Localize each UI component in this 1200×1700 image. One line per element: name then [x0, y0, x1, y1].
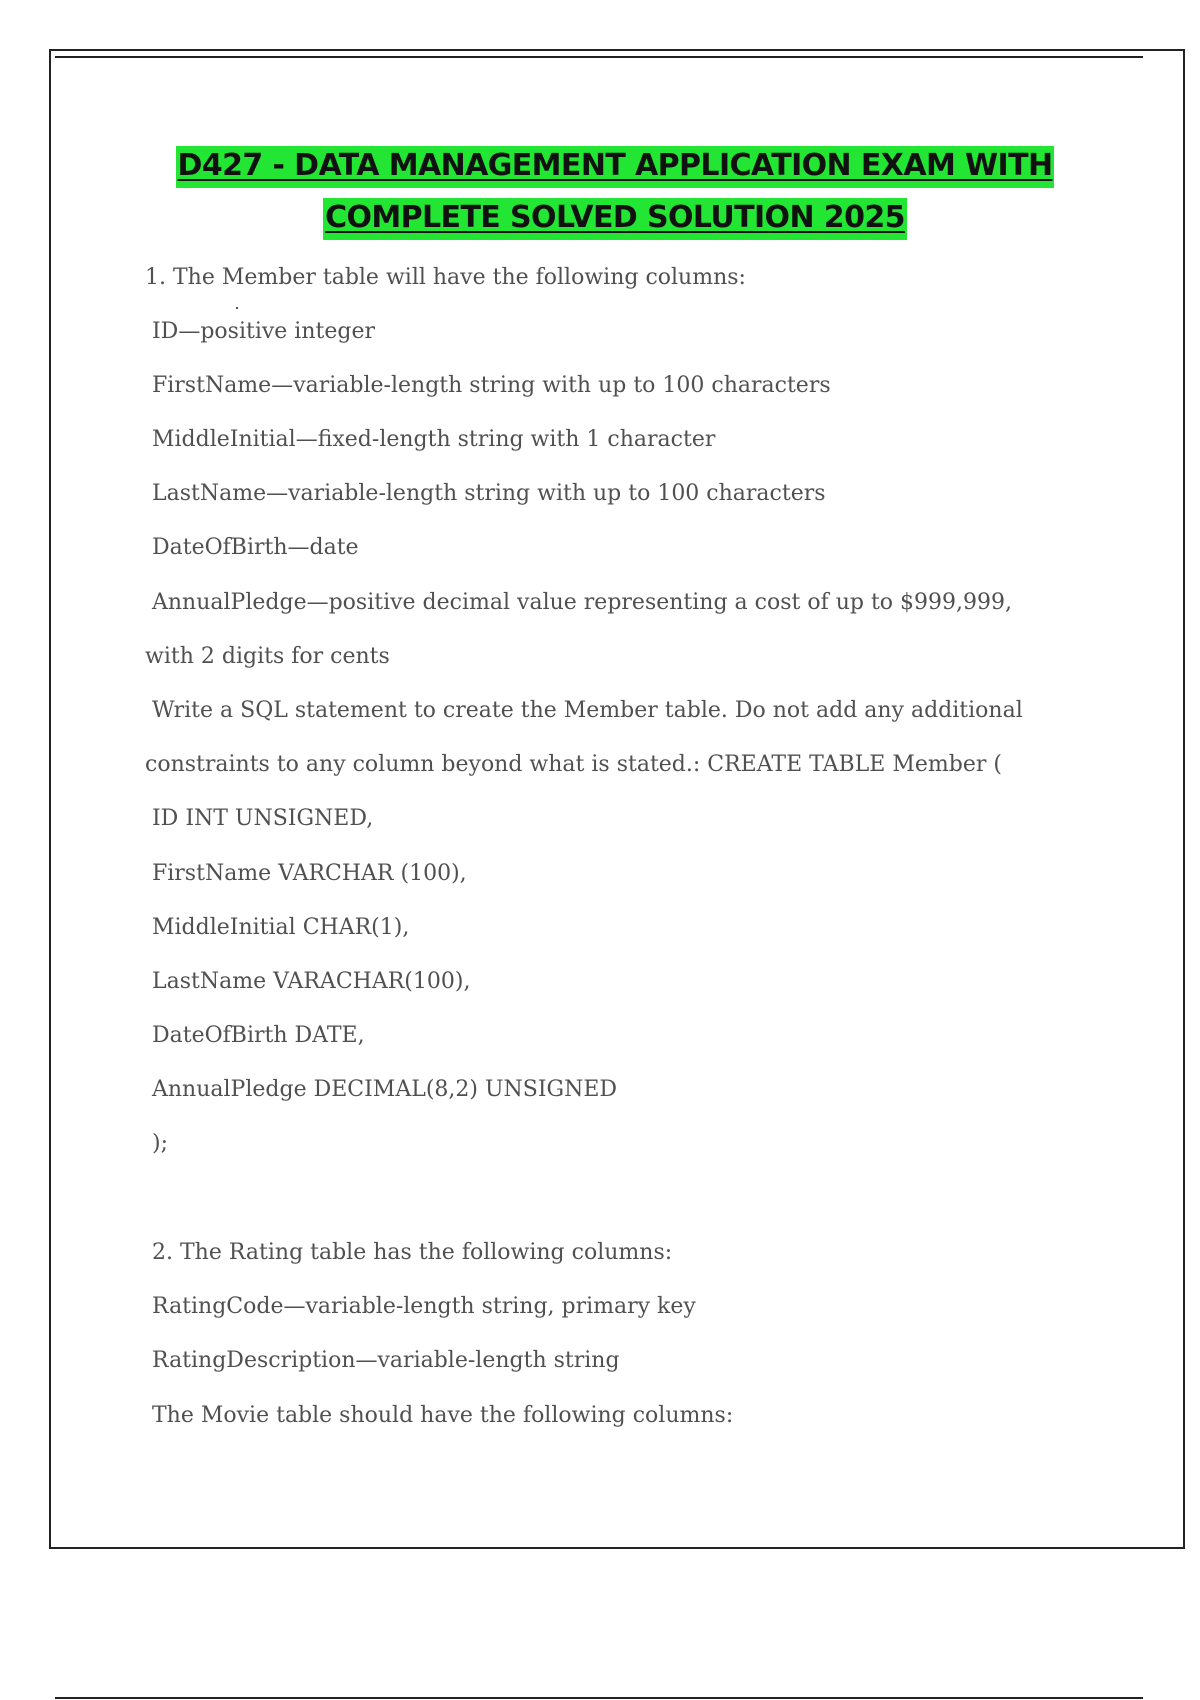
bottom-rule	[55, 1697, 1143, 1699]
code-line: MiddleInitial CHAR(1),	[145, 915, 410, 940]
text-line: RatingDescription—variable-length string	[145, 1348, 620, 1373]
code-line: LastName VARACHAR(100),	[145, 969, 471, 994]
text-line: LastName—variable-length string with up to 100 characters	[145, 481, 826, 506]
code-line: AnnualPledge DECIMAL(8,2) UNSIGNED	[145, 1077, 618, 1102]
text-line: FirstName—variable-length string with up to 100 characters	[145, 373, 831, 398]
text-line: AnnualPledge—positive decimal value representing a cost of up to $999,999,	[145, 590, 1013, 615]
document-title	[0, 146, 1200, 250]
question-1-heading: 1. The Member table will have the following columns:	[145, 265, 746, 290]
stray-mark	[236, 307, 238, 309]
text-line: ID—positive integer	[145, 319, 375, 344]
code-line: );	[145, 1131, 168, 1156]
text-line: constraints to any column beyond what is stated.: CREATE TABLE Member (	[145, 752, 1002, 777]
code-line: DateOfBirth DATE,	[145, 1023, 365, 1048]
text-line: MiddleInitial—fixed-length string with 1 character	[145, 427, 716, 452]
text-line: DateOfBirth—date	[145, 535, 359, 560]
text-line: The Movie table should have the following columns:	[145, 1403, 734, 1428]
text-line: Write a SQL statement to create the Member table. Do not add any additional	[145, 698, 1023, 723]
text-line: RatingCode—variable-length string, primary key	[145, 1294, 696, 1319]
top-rule	[55, 56, 1143, 58]
title-line-1: D427 - DATA MANAGEMENT APPLICATION EXAM WITH	[176, 146, 1055, 188]
text-line: with 2 digits for cents	[145, 644, 390, 669]
title-line-2: COMPLETE SOLVED SOLUTION 2025	[323, 198, 907, 240]
code-line: FirstName VARCHAR (100),	[145, 861, 467, 886]
code-line: ID INT UNSIGNED,	[145, 806, 374, 831]
question-2-heading: 2. The Rating table has the following columns:	[145, 1240, 673, 1265]
